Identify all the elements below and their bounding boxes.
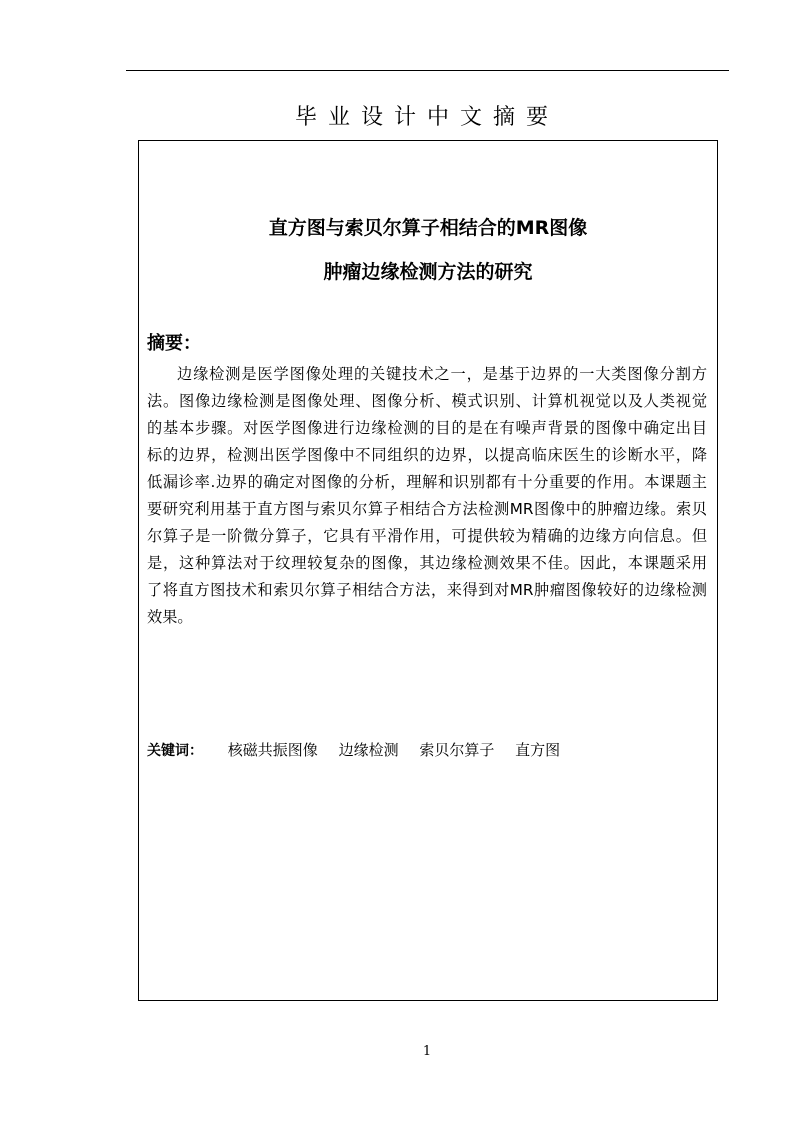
abstract-label: 摘要：	[147, 333, 201, 354]
abstract-line: 的基本步骤。对医学图像进行边缘检测的目的是在有噪声背景的图像中确定出目	[147, 419, 707, 437]
abstract-line: 要研究利用基于直方图与索贝尔算子相结合方法检测MR图像中的肿瘤边缘。索贝	[147, 500, 707, 518]
abstract-line: 低漏诊率.边界的确定对图像的分析，理解和识别都有十分重要的作用。本课题主	[147, 473, 707, 491]
header-rule	[126, 70, 729, 71]
keyword: 索贝尔算子	[419, 741, 495, 759]
abstract-line: 法。图像边缘检测是图像处理、图像分析、模式识别、计算机视觉以及人类视觉	[147, 392, 707, 410]
paper-title-line-2: 肿瘤边缘检测方法的研究	[323, 261, 533, 283]
abstract-line: 边缘检测是医学图像处理的关键技术之一，是基于边界的一大类图像分割方	[177, 365, 707, 383]
abstract-line: 了将直方图技术和索贝尔算子相结合方法，来得到对MR肿瘤图像较好的边缘检测	[147, 581, 707, 599]
abstract-line: 是，这种算法对于纹理较复杂的图像，其边缘检测效果不佳。因此，本课题采用	[147, 554, 707, 572]
abstract-line: 标的边界，检测出医学图像中不同组织的边界，以提高临床医生的诊断水平，降	[147, 446, 707, 464]
page-number: 1	[422, 1044, 432, 1059]
keywords-row	[147, 739, 576, 760]
abstract-body	[147, 361, 707, 631]
keyword: 核磁共振图像	[227, 741, 318, 759]
abstract-line: 效果。	[147, 608, 193, 626]
abstract-line: 尔算子是一阶微分算子，它具有平滑作用，可提供较为精确的边缘方向信息。但	[147, 527, 707, 545]
keywords-label: 关键词：	[147, 743, 203, 759]
keyword: 边缘检测	[338, 741, 399, 759]
abstract-frame	[138, 140, 718, 1001]
page-heading: 毕业设计中文摘要	[294, 105, 559, 130]
keyword: 直方图	[515, 741, 561, 759]
paper-title-line-1: 直方图与索贝尔算子相结合的MR图像	[268, 217, 588, 239]
